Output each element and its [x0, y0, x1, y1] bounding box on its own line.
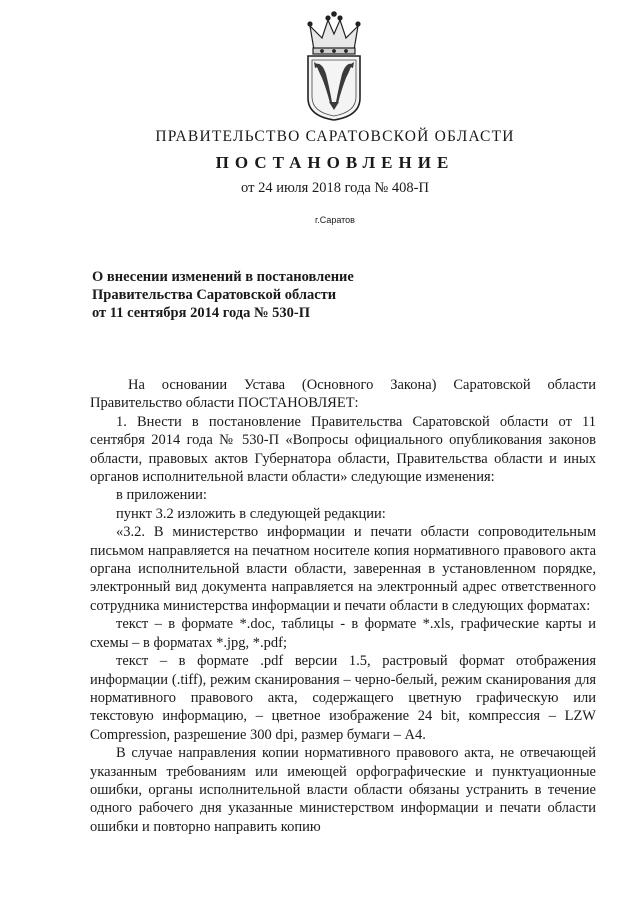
document-body: [90, 376, 596, 836]
body-paragraph: В случае направления копии нормативного правового акта, не отвечающей указанным требованиям или имеющей орфографические и пунктуационные ошибки, органы исполнительной власти области обязаны устранить в течение одного рабочего дня указанные министерством информации и печати области ошибки и повторно направить копию: [90, 745, 596, 835]
body-paragraph: На основании Устава (Основного Закона) Саратовской области Правительство области ПОСТАНОВЛЯЕТ:: [90, 377, 596, 412]
body-paragraph: текст – в формате *.doc, таблицы - в формате *.xls, графические карты и схемы – в форматах *.jpg, *.pdf;: [90, 616, 596, 651]
body-paragraph: пункт 3.2 изложить в следующей редакции:: [116, 505, 386, 522]
document-type-title: ПОСТАНОВЛЕНИЕ: [215, 153, 455, 172]
subject-line: О внесении изменений в постановление: [92, 269, 354, 285]
body-paragraph: 1. Внести в постановление Правительства Саратовской области от 11 сентября 2014 года № 530-П «Вопросы официального опубликования законов области, правовых актов Губернатора области, Правительства области и иных органов исполнительной власти области» следующие изменения:: [90, 413, 596, 486]
body-paragraph: «3.2. В министерство информации и печати области сопроводительным письмом направляется на печатном носителе копия нормативного правового акта органа исполнительной власти области, заверенная в установленном порядке, электронный вид документа направляется на электронный адрес ответственного сотрудника министерства информации и печати области в следующих форматах:: [90, 524, 596, 614]
body-paragraph: текст – в формате .pdf версии 1.5, растровый формат отображения информации (.tiff), режим сканирования – черно-белый, режим сканирования для нормативного правового акта, содержащего цветную графическую или текстовую информацию, – цветное изображение 24 bit, компрессия – LZW Compression, разрешение 300 dpi, размер бумаги – А4.: [90, 653, 596, 743]
city-label: г.Саратов: [315, 215, 355, 225]
document-subject: [92, 268, 422, 322]
body-paragraph: в приложении:: [116, 487, 207, 504]
subject-line: от 11 сентября 2014 года № 530-П: [92, 305, 311, 321]
date-and-number: от 24 июля 2018 года № 408-П: [241, 180, 429, 196]
coat-of-arms-icon: [302, 10, 366, 122]
government-name: ПРАВИТЕЛЬСТВО САРАТОВСКОЙ ОБЛАСТИ: [155, 128, 515, 145]
subject-line: Правительства Саратовской области: [92, 287, 337, 303]
